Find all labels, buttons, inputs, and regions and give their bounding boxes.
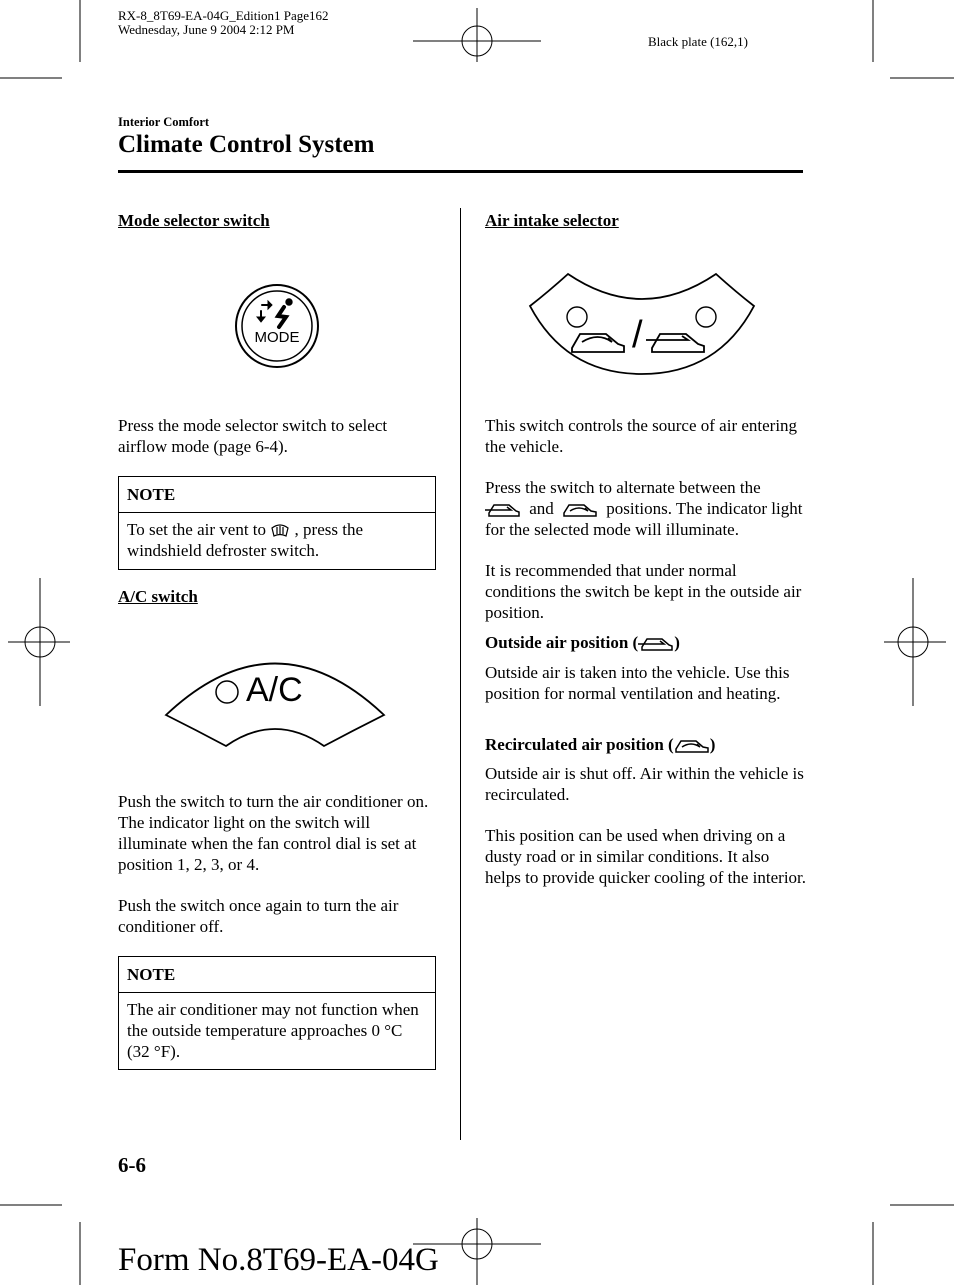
note-1-body (119, 513, 435, 567)
recirc-air-heading-icon (674, 737, 710, 755)
mode-button-icon (234, 283, 320, 369)
page-number: 6-6 (118, 1153, 146, 1177)
outside-air-icon-inline (485, 501, 521, 519)
column-divider (460, 208, 461, 1140)
note-1-text-pre: To set the air vent to (127, 520, 267, 539)
air-intake-heading: Air intake selector (485, 211, 619, 230)
outside-air-body: Outside air is taken into the vehicle. Use this position for normal ventilation and heating. (485, 663, 790, 703)
air-intake-slash: / (632, 314, 643, 356)
plate-info: Black plate (162,1) (648, 34, 748, 49)
recirc-air-heading-close: ) (709, 735, 716, 754)
ac-description-1: Push the switch to turn the air conditioner on. The indicator light on the switch will illuminate when the fan control dial is set at position 1, 2, 3, or 4. (118, 792, 429, 874)
mode-description: Press the mode selector switch to select airflow mode (page 6-4). (118, 416, 388, 456)
recirc-air-heading (485, 735, 715, 755)
outside-indicator-light (696, 307, 716, 327)
recirc-indicator-light (567, 307, 587, 327)
air-intake-alternate-text (485, 477, 805, 540)
page-title: Climate Control System (118, 131, 375, 158)
note-2-heading: NOTE (119, 957, 435, 993)
ac-description-2: Push the switch once again to turn the air conditioner off. (118, 896, 399, 936)
defroster-icon (270, 522, 290, 540)
outside-air-heading-icon (638, 635, 674, 653)
recirc-air-heading-text: Recirculated air position ( (485, 735, 674, 754)
outside-air-heading-text: Outside air position ( (485, 633, 639, 652)
print-line-2: Wednesday, June 9 2004 2:12 PM (118, 22, 295, 37)
note-2-body: The air conditioner may not function when the outside temperature approaches 0 °C (32 °F). (127, 1000, 419, 1061)
mode-selector-heading: Mode selector switch (118, 211, 270, 230)
note-1-heading: NOTE (119, 477, 435, 513)
recommended-text: It is recommended that under normal conditions the switch be kept in the outside air position. (485, 561, 802, 622)
air-intake-illustration (528, 272, 756, 381)
alternate-text-and: and (529, 499, 554, 518)
recirc-air-body: Outside air is shut off. Air within the vehicle is recirculated. (485, 764, 804, 804)
note-1-text-post: , press the windshield defroster switch. (127, 520, 363, 561)
form-number: Form No.8T69-EA-04G (118, 1242, 439, 1278)
outside-air-heading (485, 633, 680, 653)
ac-switch-heading: A/C switch (118, 587, 198, 606)
note-box-1 (118, 476, 436, 570)
outside-air-heading-close: ) (674, 633, 680, 652)
alternate-text-pre: Press the switch to alternate between the (485, 478, 761, 497)
title-rule (118, 170, 803, 173)
recirc-air-icon-inline (562, 501, 598, 519)
mode-button-label: MODE (254, 329, 300, 346)
ac-button-label: A/C (246, 671, 303, 709)
ac-button-illustration (164, 652, 386, 755)
mode-button-illustration (234, 283, 320, 374)
dusty-road-text: This position can be used when driving on a dusty road or in similar conditions. It also helps to provide quicker cooling of the interior. (485, 826, 807, 887)
print-line-1: RX-8_8T69-EA-04G_Edition1 Page162 (118, 8, 329, 23)
air-intake-description: This switch controls the source of air entering the vehicle. (485, 416, 798, 456)
alternate-text-post: positions. The indicator light for the selected mode will illuminate. (485, 499, 803, 540)
section-label: Interior Comfort (118, 115, 210, 129)
ac-indicator-light (216, 681, 238, 703)
note-box-2 (118, 956, 436, 1070)
